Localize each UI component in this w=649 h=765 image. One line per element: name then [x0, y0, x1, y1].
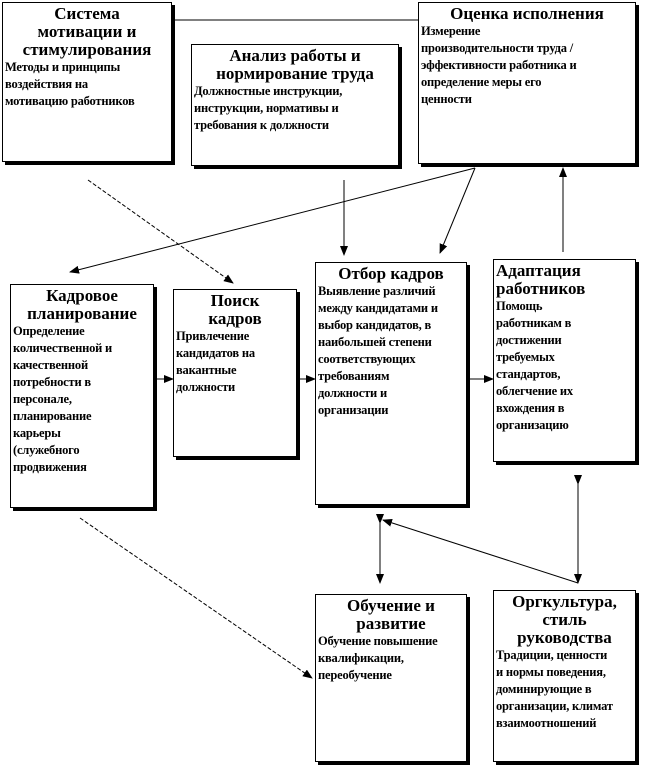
selection-title: Отбор кадров [338, 264, 444, 283]
arrow-evaluation-to-selection [440, 168, 475, 253]
arrow-planning-to-training [80, 518, 312, 678]
arrow-culture-to-selection [383, 520, 578, 583]
motivation-title: Система мотивации и стимулирования [22, 4, 152, 59]
search-text: Привлечение кандидатов на вакантные должности [176, 329, 255, 394]
evaluation-title: Оценка исполнения [450, 4, 604, 23]
box-motivation-system [2, 2, 172, 162]
box-performance-evaluation [418, 2, 636, 164]
arrow-motivation-to-search [88, 180, 233, 283]
search-title: Поиск кадров [208, 291, 262, 328]
planning-text: Определение количественной и качественной потребности в персонале, планирование карьеры (служебного продвижения [13, 324, 113, 474]
box-training-development [315, 594, 467, 762]
culture-title: Оргкультура, стиль руководства [512, 592, 617, 647]
planning-title: Кадровое планирование [27, 286, 137, 323]
box-org-culture [493, 590, 636, 762]
selection-text: Выявление различий между кандидатами и выбор кандидатов, в наибольшей степени соответствующих требованиям должности и организации [318, 284, 438, 417]
box-recruitment-search [173, 289, 297, 457]
adaptation-title: Адаптация работников [496, 261, 586, 298]
arrow-evaluation-to-planning [70, 168, 475, 272]
training-title: Обучение и развитие [347, 596, 435, 633]
evaluation-text: Измерение производительности труда / эффективности работника и определение меры его ценности [421, 24, 577, 106]
adaptation-text: Помощь работникам в достижении требуемых стандартов, облегчение их вхождения в организацию [496, 299, 573, 432]
box-job-analysis [191, 44, 399, 166]
culture-text: Традиции, ценности и нормы поведения, доминирующие в организации, климат взаимоотношений [496, 648, 613, 730]
box-employee-adaptation [493, 259, 636, 462]
box-personnel-selection [315, 262, 467, 505]
box-hr-planning [10, 284, 154, 508]
job-analysis-text: Должностные инструкции, инструкции, нормативы и требования к должности [194, 84, 343, 132]
motivation-text: Методы и принципы воздействия на мотивацию работников [5, 60, 135, 108]
job-analysis-title: Анализ работы и нормирование труда [216, 46, 374, 83]
training-text: Обучение повышение квалификации, переобучение [318, 634, 438, 682]
